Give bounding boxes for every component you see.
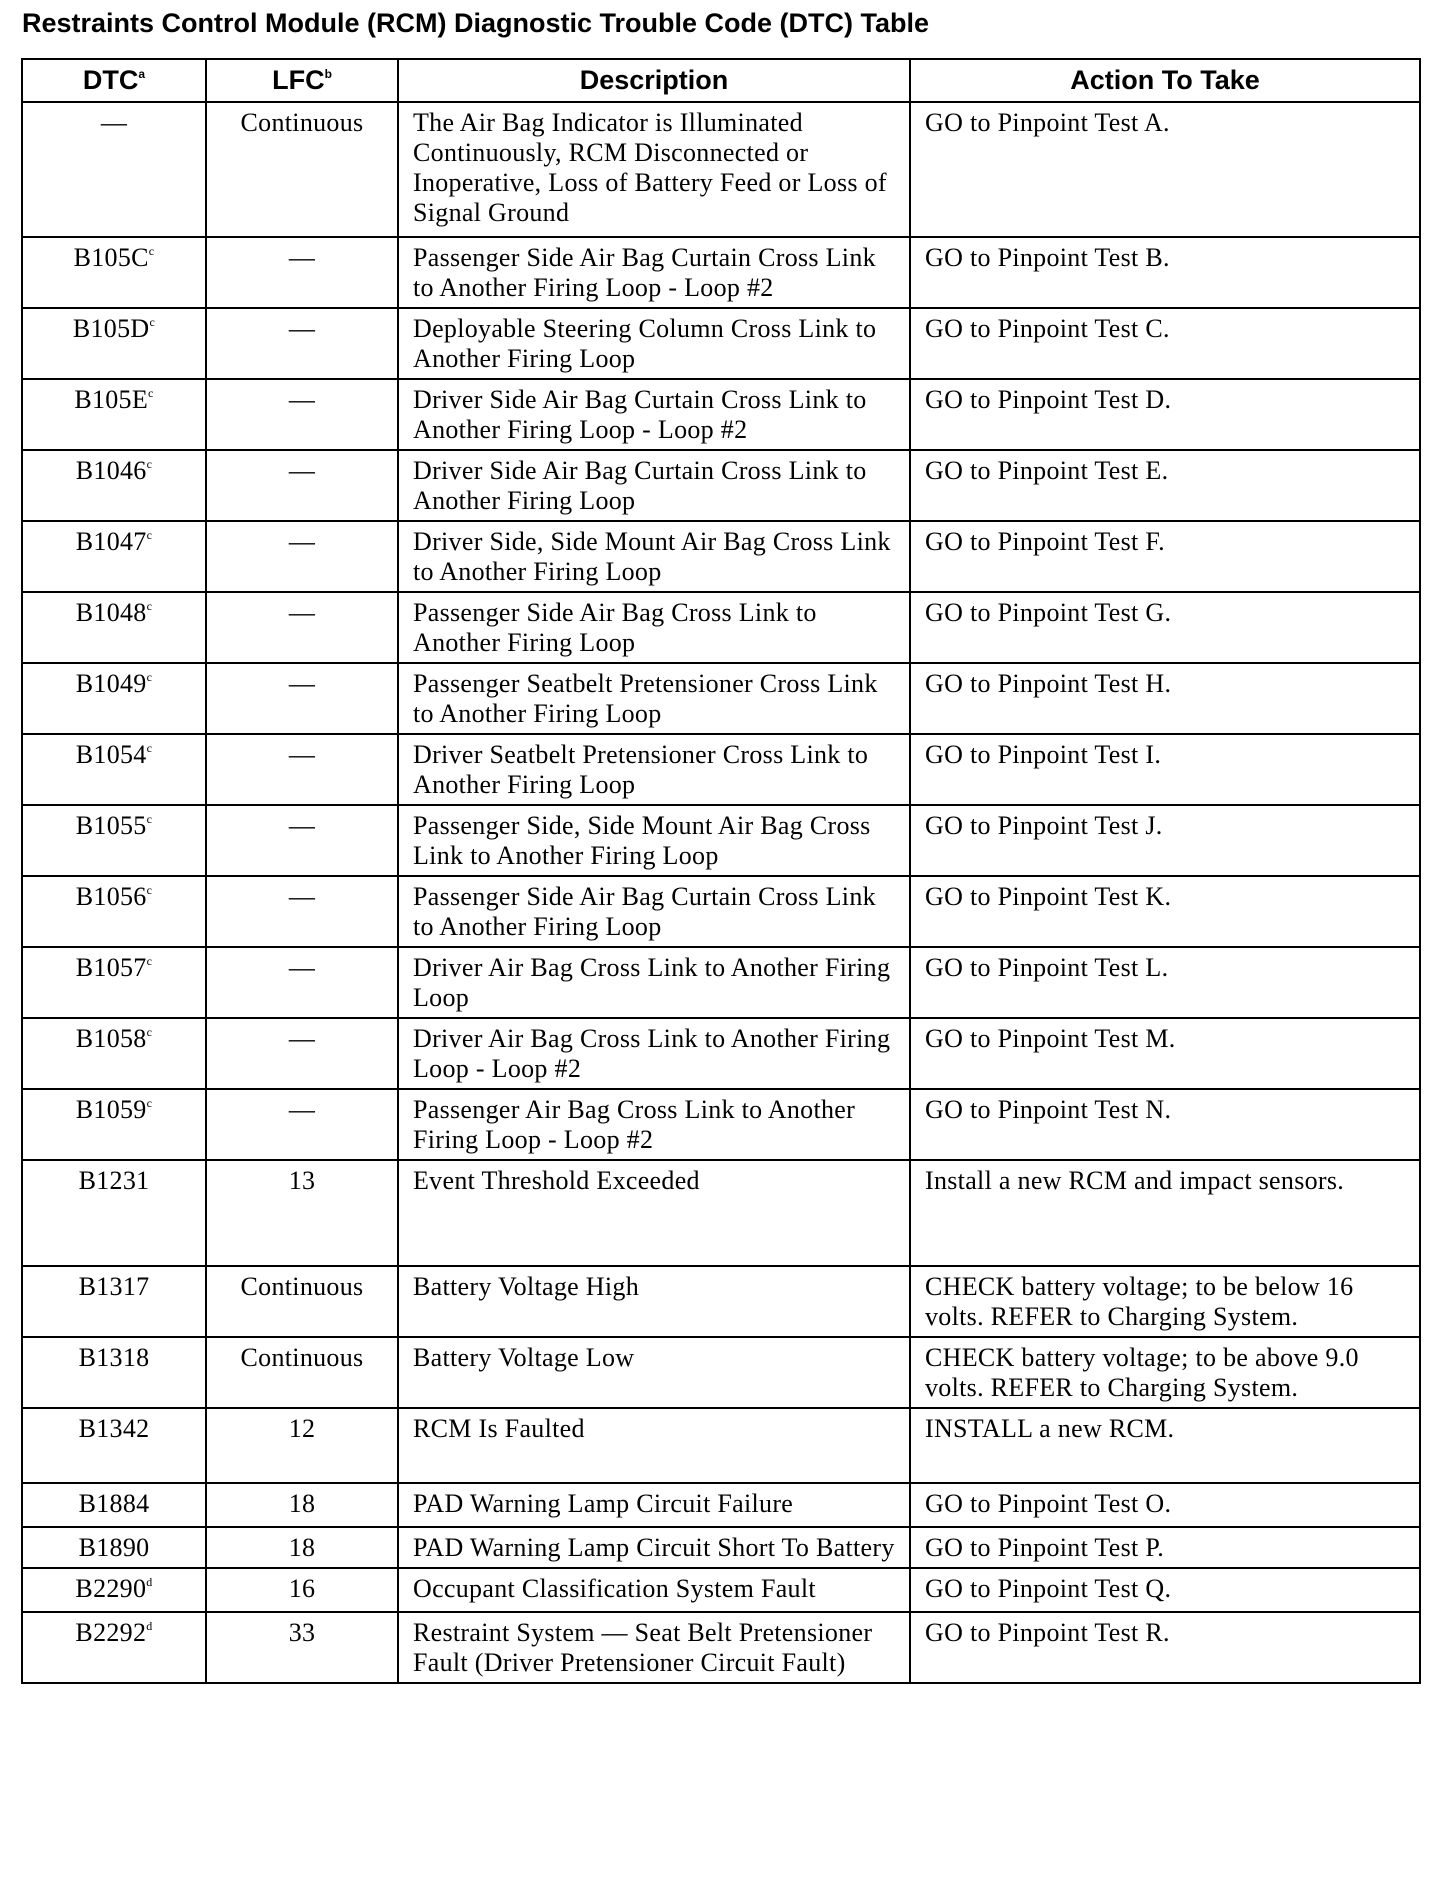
action-cell: GO to Pinpoint Test E. [910,450,1420,521]
footnote-marker: c [148,244,155,258]
table-row [22,521,1420,592]
dtc-cell [22,1089,206,1160]
footnote-marker: a [138,67,146,81]
description-cell: Passenger Side Air Bag Cross Link to Another Firing Loop [398,592,910,663]
dtc-cell [22,1612,206,1683]
table-row [22,237,1420,308]
header-row [22,59,1420,102]
dtc-code: — [100,108,128,137]
lfc-cell: — [206,592,398,663]
lfc-cell: — [206,237,398,308]
description-cell: Passenger Air Bag Cross Link to Another Firing Loop - Loop #2 [398,1089,910,1160]
lfc-cell: — [206,521,398,592]
action-cell: GO to Pinpoint Test C. [910,308,1420,379]
dtc-cell [22,379,206,450]
action-cell: GO to Pinpoint Test H. [910,663,1420,734]
column-header-label: DTC [82,65,139,95]
table-row [22,663,1420,734]
footnote-marker: c [146,670,153,684]
lfc-cell: — [206,308,398,379]
table-row [22,1408,1420,1483]
dtc-code: B1058 [75,1024,147,1053]
description-cell: Driver Seatbelt Pretensioner Cross Link to Another Firing Loop [398,734,910,805]
action-cell: GO to Pinpoint Test O. [910,1483,1420,1527]
action-cell: GO to Pinpoint Test J. [910,805,1420,876]
column-header-label: Action To Take [1070,65,1260,95]
description-cell: Battery Voltage Low [398,1337,910,1408]
dtc-cell [22,1160,206,1266]
description-cell: Passenger Seatbelt Pretensioner Cross Link to Another Firing Loop [398,663,910,734]
lfc-cell: 12 [206,1408,398,1483]
dtc-cell [22,521,206,592]
table-row [22,1568,1420,1612]
description-cell: Passenger Side, Side Mount Air Bag Cross Link to Another Firing Loop [398,805,910,876]
dtc-code: B105D [72,314,150,343]
lfc-cell: Continuous [206,102,398,237]
lfc-cell: — [206,663,398,734]
action-cell: GO to Pinpoint Test G. [910,592,1420,663]
table-row [22,1018,1420,1089]
dtc-cell [22,663,206,734]
table-row [22,947,1420,1018]
action-cell: CHECK battery voltage; to be below 16 volts. REFER to Charging System. [910,1266,1420,1337]
dtc-cell [22,805,206,876]
description-cell: Occupant Classification System Fault [398,1568,910,1612]
dtc-cell [22,1266,206,1337]
action-cell: GO to Pinpoint Test P. [910,1527,1420,1568]
description-cell: Driver Side, Side Mount Air Bag Cross Link to Another Firing Loop [398,521,910,592]
dtc-cell [22,592,206,663]
description-cell: Passenger Side Air Bag Curtain Cross Link to Another Firing Loop - Loop #2 [398,237,910,308]
description-cell: Driver Side Air Bag Curtain Cross Link to Another Firing Loop - Loop #2 [398,379,910,450]
table-row [22,1337,1420,1408]
dtc-code: B1046 [75,456,147,485]
footnote-marker: d [146,1575,153,1589]
table-header [22,59,1420,102]
dtc-code: B1890 [78,1533,150,1562]
description-cell: Passenger Side Air Bag Curtain Cross Link to Another Firing Loop [398,876,910,947]
action-cell: GO to Pinpoint Test D. [910,379,1420,450]
dtc-code: B1055 [75,811,147,840]
action-cell: GO to Pinpoint Test N. [910,1089,1420,1160]
dtc-code: B1231 [78,1166,150,1195]
dtc-table [21,58,1421,1684]
lfc-cell: 33 [206,1612,398,1683]
lfc-cell: — [206,1089,398,1160]
footnote-marker: c [146,1096,153,1110]
action-cell: GO to Pinpoint Test A. [910,102,1420,237]
action-cell: INSTALL a new RCM. [910,1408,1420,1483]
table-row [22,1160,1420,1266]
action-cell: GO to Pinpoint Test K. [910,876,1420,947]
description-cell: The Air Bag Indicator is Illuminated Continuously, RCM Disconnected or Inoperative, Loss of Battery Feed or Loss of Signal Ground [398,102,910,237]
dtc-code: B1318 [78,1343,150,1372]
dtc-code: B105C [73,243,149,272]
dtc-cell [22,1337,206,1408]
lfc-cell: Continuous [206,1337,398,1408]
lfc-cell: — [206,876,398,947]
lfc-cell: 13 [206,1160,398,1266]
dtc-code: B1056 [75,882,147,911]
dtc-cell [22,1408,206,1483]
column-header-label: LFC [272,65,325,95]
table-body [22,102,1420,1683]
footnote-marker: d [146,1619,153,1633]
lfc-cell: — [206,450,398,521]
footnote-marker: c [149,315,156,329]
dtc-cell [22,947,206,1018]
dtc-cell [22,1568,206,1612]
footnote-marker: c [146,954,153,968]
description-cell: Restraint System — Seat Belt Pretensioner Fault (Driver Pretensioner Circuit Fault) [398,1612,910,1683]
dtc-code: B1342 [78,1414,150,1443]
dtc-code: B1048 [75,598,147,627]
lfc-cell: — [206,379,398,450]
dtc-code: B1059 [75,1095,147,1124]
footnote-marker: c [146,599,153,613]
footnote-marker: c [148,386,154,400]
dtc-cell [22,308,206,379]
table-row [22,450,1420,521]
description-cell: Battery Voltage High [398,1266,910,1337]
action-cell: GO to Pinpoint Test I. [910,734,1420,805]
dtc-cell [22,237,206,308]
column-header-lfc [206,59,398,102]
table-row [22,1527,1420,1568]
dtc-cell [22,450,206,521]
column-header-description [398,59,910,102]
description-cell: Driver Air Bag Cross Link to Another Firing Loop [398,947,910,1018]
table-row [22,1612,1420,1683]
description-cell: Event Threshold Exceeded [398,1160,910,1266]
action-cell: GO to Pinpoint Test M. [910,1018,1420,1089]
table-row [22,805,1420,876]
dtc-code: B1047 [75,527,147,556]
column-header-label: Description [579,65,729,95]
lfc-cell: 18 [206,1483,398,1527]
footnote-marker: c [146,883,153,897]
action-cell: GO to Pinpoint Test L. [910,947,1420,1018]
page-title: Restraints Control Module (RCM) Diagnostic Trouble Code (DTC) Table [22,8,930,38]
footnote-marker: c [146,528,153,542]
dtc-code: B105E [74,385,149,414]
table-row [22,102,1420,237]
dtc-code: B1049 [75,669,147,698]
action-cell: Install a new RCM and impact sensors. [910,1160,1420,1266]
dtc-code: B2290 [75,1574,147,1603]
lfc-cell: — [206,734,398,805]
table-row [22,1266,1420,1337]
column-header-dtc [22,59,206,102]
dtc-cell [22,734,206,805]
description-cell: Deployable Steering Column Cross Link to Another Firing Loop [398,308,910,379]
description-cell: Driver Air Bag Cross Link to Another Firing Loop - Loop #2 [398,1018,910,1089]
description-cell: PAD Warning Lamp Circuit Short To Battery [398,1527,910,1568]
table-row [22,592,1420,663]
lfc-cell: Continuous [206,1266,398,1337]
dtc-cell [22,102,206,237]
lfc-cell: 16 [206,1568,398,1612]
table-row [22,876,1420,947]
action-cell: CHECK battery voltage; to be above 9.0 volts. REFER to Charging System. [910,1337,1420,1408]
dtc-code: B2292 [75,1618,147,1647]
lfc-cell: — [206,947,398,1018]
lfc-cell: 18 [206,1527,398,1568]
dtc-code: B1884 [78,1489,150,1518]
table-row [22,379,1420,450]
table-row [22,308,1420,379]
dtc-code: B1054 [75,740,147,769]
action-cell: GO to Pinpoint Test B. [910,237,1420,308]
description-cell: PAD Warning Lamp Circuit Failure [398,1483,910,1527]
dtc-cell [22,1018,206,1089]
footnote-marker: c [146,812,153,826]
action-cell: GO to Pinpoint Test R. [910,1612,1420,1683]
column-header-action [910,59,1420,102]
footnote-marker: c [146,457,153,471]
action-cell: GO to Pinpoint Test Q. [910,1568,1420,1612]
description-cell: Driver Side Air Bag Curtain Cross Link to Another Firing Loop [398,450,910,521]
dtc-code: B1057 [75,953,147,982]
lfc-cell: — [206,805,398,876]
footnote-marker: c [146,1025,153,1039]
dtc-cell [22,1527,206,1568]
lfc-cell: — [206,1018,398,1089]
table-row [22,734,1420,805]
dtc-code: B1317 [78,1272,150,1301]
footnote-marker: c [146,741,153,755]
table-row [22,1089,1420,1160]
table-row [22,1483,1420,1527]
dtc-cell [22,876,206,947]
dtc-cell [22,1483,206,1527]
action-cell: GO to Pinpoint Test F. [910,521,1420,592]
footnote-marker: b [324,67,332,81]
description-cell: RCM Is Faulted [398,1408,910,1483]
